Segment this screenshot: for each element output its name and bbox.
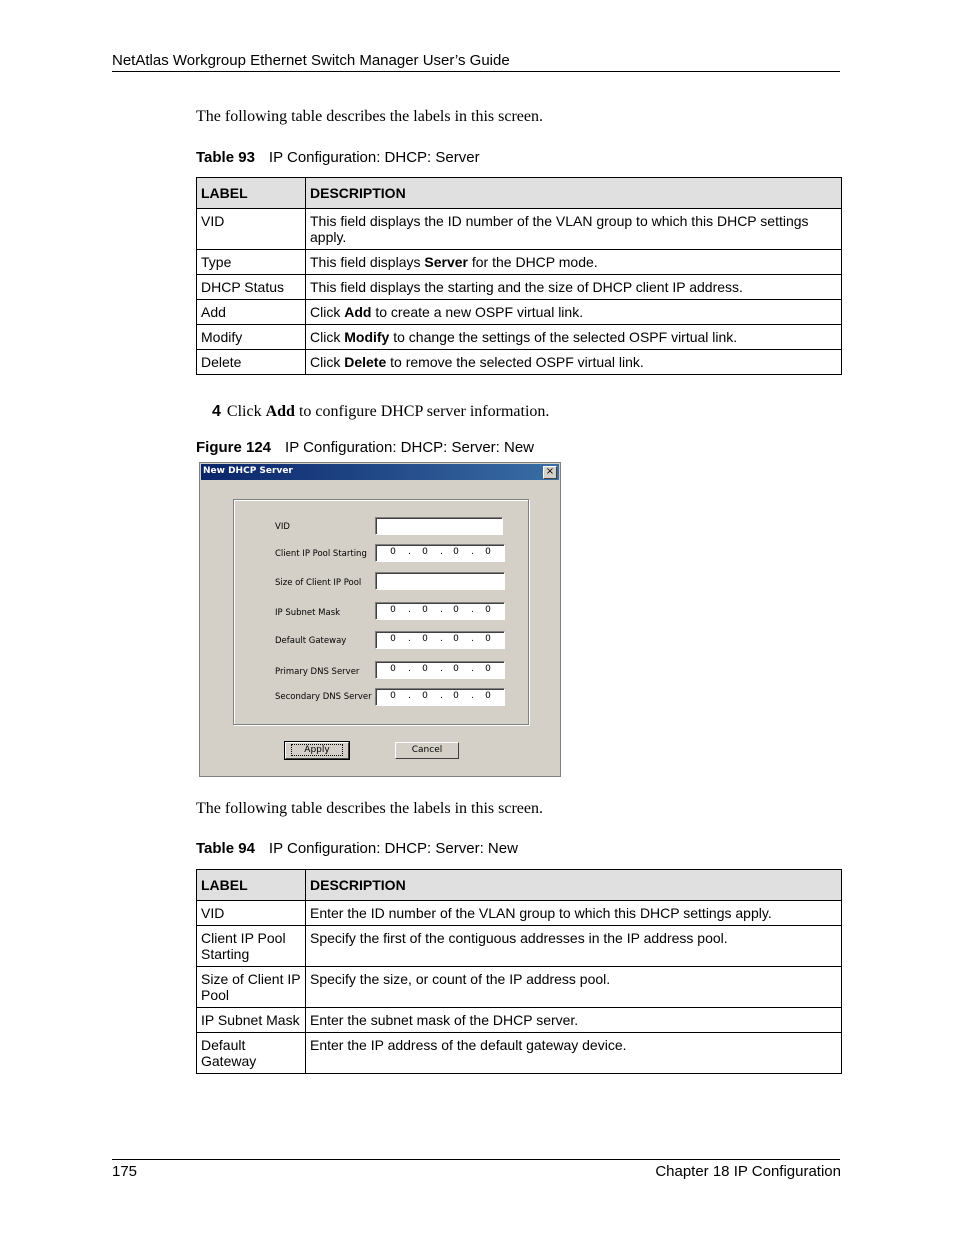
row-label: Add [197,300,306,325]
row-label: Type [197,250,306,275]
intro-text-2: The following table describes the labels in this screen. [196,800,544,817]
subnet-label: IP Subnet Mask [275,608,341,618]
row-description: Click Add to create a new OSPF virtual link. [306,300,842,325]
row-label: Delete [197,350,306,375]
gateway-label: Default Gateway [275,636,347,646]
dns2-label: Secondary DNS Server [275,692,372,702]
row-label: Modify [197,325,306,350]
ip-octet[interactable]: 0 [485,664,491,674]
page-footer [112,1159,840,1184]
ip-octet[interactable]: 0 [390,634,396,644]
table-row [197,901,842,926]
ip-octet[interactable]: 0 [485,634,491,644]
table-row [197,325,842,350]
row-description: Specify the first of the contiguous addresses in the IP address pool. [306,926,842,967]
table93 [196,177,842,375]
ip-octet[interactable]: 0 [390,605,396,615]
row-label: DHCP Status [197,275,306,300]
dns1-ip-field[interactable]: 0 . 0 . 0 . 0 [375,661,505,679]
pool-start-label: Client IP Pool Starting [275,549,367,559]
row-label: Default Gateway [197,1033,306,1074]
row-description: Specify the size, or count of the IP address pool. [306,967,842,1008]
ip-octet[interactable]: 0 [390,547,396,557]
table-row [197,300,842,325]
table-row [197,926,842,967]
row-label: VID [197,209,306,250]
ip-octet[interactable]: 0 [453,664,459,674]
dialog-title: New DHCP Server [203,466,293,476]
table-row [197,350,842,375]
table-row [197,967,842,1008]
table-row [197,275,842,300]
table-header-row [197,870,842,901]
row-description: This field displays Server for the DHCP mode. [306,250,842,275]
dns1-label: Primary DNS Server [275,667,360,677]
col-header-description: DESCRIPTION [306,178,842,209]
pool-start-ip-field[interactable]: 0 . 0 . 0 . 0 [375,544,505,562]
cancel-button[interactable]: Cancel [395,742,459,759]
table94 [196,869,842,1074]
vid-input[interactable] [375,517,503,535]
figure-caption-title: IP Configuration: DHCP: Server: New [285,439,535,456]
ip-octet[interactable]: 0 [422,664,428,674]
ip-octet[interactable]: 0 [485,691,491,701]
header-title: NetAtlas Workgroup Ethernet Switch Manager User’s Guide [112,52,510,69]
figure-caption-num: Figure 124 [196,439,272,456]
table-row [197,1033,842,1074]
ip-octet[interactable]: 0 [485,605,491,615]
table93-caption-title: IP Configuration: DHCP: Server [268,149,480,166]
col-header-description: DESCRIPTION [306,870,842,901]
row-label: Size of Client IP Pool [197,967,306,1008]
table-row [197,1008,842,1033]
intro-text-1: The following table describes the labels in this screen. [196,108,544,125]
ip-octet[interactable]: 0 [422,547,428,557]
table93-caption-num: Table 93 [196,149,255,166]
row-description: Enter the subnet mask of the DHCP server. [306,1008,842,1033]
ip-octet[interactable]: 0 [453,547,459,557]
subnet-ip-field[interactable]: 0 . 0 . 0 . 0 [375,602,505,620]
ip-octet[interactable]: 0 [390,691,396,701]
row-description: This field displays the ID number of the VLAN group to which this DHCP settings apply. [306,209,842,250]
ip-octet[interactable]: 0 [453,691,459,701]
close-icon[interactable]: × [543,466,557,479]
row-description: Enter the IP address of the default gateway device. [306,1033,842,1074]
row-label: Client IP Pool Starting [197,926,306,967]
row-description: This field displays the starting and the size of DHCP client IP address. [306,275,842,300]
table-row [197,209,842,250]
gateway-ip-field[interactable]: 0 . 0 . 0 . 0 [375,631,505,649]
page-number: 175 [112,1163,138,1180]
vid-label: VID [275,522,290,532]
step-number: 4 [212,403,221,420]
row-description: Click Delete to remove the selected OSPF virtual link. [306,350,842,375]
new-dhcp-server-dialog [199,462,561,777]
row-description: Click Modify to change the settings of the selected OSPF virtual link. [306,325,842,350]
ip-octet[interactable]: 0 [453,605,459,615]
col-header-label: LABEL [197,178,306,209]
figure124-caption [196,439,534,456]
col-header-label: LABEL [197,870,306,901]
dialog-titlebar [201,464,559,480]
apply-button[interactable]: Apply [285,742,349,759]
ip-octet[interactable]: 0 [453,634,459,644]
table93-caption [196,149,480,166]
row-description: Enter the ID number of the VLAN group to which this DHCP settings apply. [306,901,842,926]
ip-octet[interactable]: 0 [422,691,428,701]
row-label: VID [197,901,306,926]
ip-octet[interactable]: 0 [422,634,428,644]
table-row [197,250,842,275]
page-header [112,50,840,72]
pool-size-input[interactable] [375,572,505,590]
chapter-title: Chapter 18 IP Configuration [655,1163,841,1180]
table94-caption-title: IP Configuration: DHCP: Server: New [268,840,518,857]
step-4: 4 Click Add to configure DHCP server information. [212,403,550,420]
table94-caption-num: Table 94 [196,840,255,857]
ip-octet[interactable]: 0 [390,664,396,674]
dns2-ip-field[interactable]: 0 . 0 . 0 . 0 [375,688,505,706]
pool-size-label: Size of Client IP Pool [275,578,362,588]
table94-caption [196,840,518,857]
row-label: IP Subnet Mask [197,1008,306,1033]
table-header-row [197,178,842,209]
ip-octet[interactable]: 0 [422,605,428,615]
ip-octet[interactable]: 0 [485,547,491,557]
